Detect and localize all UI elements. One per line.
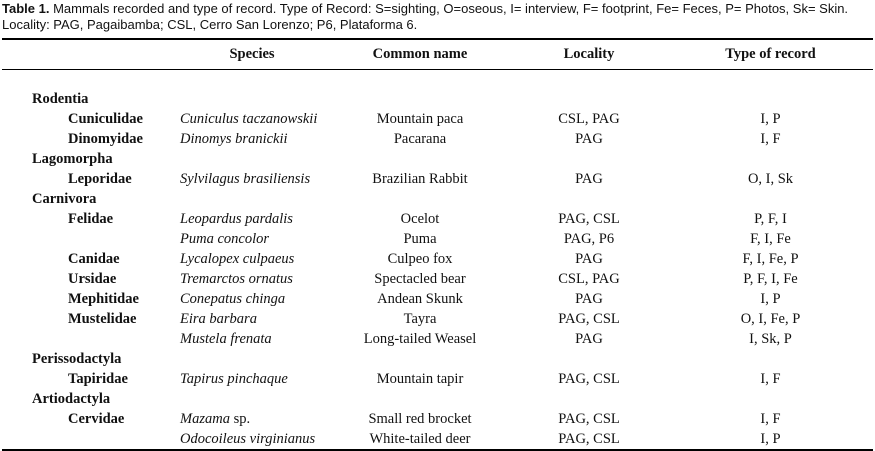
table-row xyxy=(2,309,873,329)
locality: PAG xyxy=(575,171,603,187)
locality: PAG, CSL xyxy=(558,371,620,387)
family-name: Cervidae xyxy=(68,411,125,427)
table-row xyxy=(2,249,873,269)
header-locality: Locality xyxy=(563,45,615,62)
type-of-record: O, I, Fe, P xyxy=(740,311,801,327)
common-name: Long-tailed Weasel xyxy=(363,331,477,347)
common-name: Spectacled bear xyxy=(374,271,466,287)
common-name: White-tailed deer xyxy=(369,431,471,447)
table-row xyxy=(2,269,873,289)
species-name: Tapirus pinchaque xyxy=(180,371,288,387)
mammals-table xyxy=(2,38,873,451)
locality: PAG xyxy=(575,331,603,347)
locality: PAG, CSL xyxy=(558,411,620,427)
order-name: Lagomorpha xyxy=(32,151,113,167)
table-header-row xyxy=(2,39,873,69)
header-common-name: Common name xyxy=(372,45,468,62)
family-name: Ursidae xyxy=(68,271,117,287)
order-name: Carnivora xyxy=(32,191,97,207)
order-name: Perissodactyla xyxy=(32,351,122,367)
family-name: Canidae xyxy=(68,251,120,267)
order-name: Rodentia xyxy=(32,91,89,107)
table-spacer xyxy=(2,69,873,89)
type-of-record: O, I, Sk xyxy=(747,171,794,187)
type-of-record: I, F xyxy=(760,131,781,147)
family-name: Dinomyidae xyxy=(68,131,143,147)
locality: PAG, CSL xyxy=(558,311,620,327)
table-row xyxy=(2,169,873,189)
species-genus: Mazama xyxy=(180,411,230,427)
family-name: Leporidae xyxy=(68,171,132,187)
common-name: Ocelot xyxy=(400,211,440,227)
species-name: Leopardus pardalis xyxy=(180,211,293,227)
table-row xyxy=(2,289,873,309)
species-name: Tremarctos ornatus xyxy=(180,271,293,287)
type-of-record: I, P xyxy=(760,291,781,307)
locality: CSL, PAG xyxy=(558,271,620,287)
type-of-record: I, P xyxy=(760,111,781,127)
table-row xyxy=(2,409,873,429)
type-of-record: F, I, Fe xyxy=(750,231,791,247)
species-name: Lycalopex culpaeus xyxy=(180,251,295,267)
header-type-of-record: Type of record xyxy=(725,45,816,62)
type-of-record: P, F, I, Fe xyxy=(743,271,798,287)
common-name: Brazilian Rabbit xyxy=(372,171,468,187)
table-row-order xyxy=(2,349,873,369)
locality: PAG xyxy=(575,291,603,307)
species-name: Cuniculus taczanowskii xyxy=(180,111,318,127)
locality: PAG, CSL xyxy=(558,211,620,227)
family-name xyxy=(2,229,174,249)
locality: PAG xyxy=(575,131,603,147)
family-name xyxy=(2,429,174,450)
table-row xyxy=(2,429,873,450)
locality: PAG, P6 xyxy=(563,231,615,247)
type-of-record: F, I, Fe, P xyxy=(742,251,799,267)
species-name: Sylvilagus brasiliensis xyxy=(180,171,311,187)
table-row xyxy=(2,109,873,129)
family-name: Mustelidae xyxy=(68,311,137,327)
common-name: Small red brocket xyxy=(368,411,472,427)
common-name: Puma xyxy=(403,231,437,247)
family-name: Mephitidae xyxy=(68,291,139,307)
family-name: Felidae xyxy=(68,211,114,227)
type-of-record: I, Sk, P xyxy=(749,331,792,347)
common-name: Mountain tapir xyxy=(376,371,464,387)
species-name: Puma concolor xyxy=(180,231,269,247)
table-row xyxy=(2,209,873,229)
caption-text: Mammals recorded and type of record. Type of Record: S=sighting, O=oseous, I= interview, F= footprint, Fe= Feces, P= Photos, Sk= Skin. Locality: PAG, Pagaibamba; CSL, Cerro San Lorenzo; P6, Plataforma 6. xyxy=(2,1,849,32)
family-name: Tapiridae xyxy=(68,371,128,387)
type-of-record: I, F xyxy=(760,371,781,387)
locality: PAG xyxy=(575,251,603,267)
type-of-record: P, F, I xyxy=(754,211,787,227)
common-name: Tayra xyxy=(403,311,437,327)
table-row xyxy=(2,129,873,149)
common-name: Mountain paca xyxy=(376,111,464,127)
common-name: Andean Skunk xyxy=(377,291,463,307)
type-of-record: I, P xyxy=(760,431,781,447)
locality: CSL, PAG xyxy=(558,111,620,127)
header-species: Species xyxy=(229,45,275,62)
table-row xyxy=(2,369,873,389)
type-of-record: I, F xyxy=(760,411,781,427)
common-name: Culpeo fox xyxy=(387,251,453,267)
table-row xyxy=(2,329,873,349)
table-row xyxy=(2,229,873,249)
table-row-order xyxy=(2,189,873,209)
header-group xyxy=(2,39,174,69)
table-row-order xyxy=(2,149,873,169)
species-name: Eira barbara xyxy=(180,311,257,327)
caption-label: Table 1. xyxy=(2,1,50,16)
family-name: Cuniculidae xyxy=(68,111,143,127)
species-name: Odocoileus virginianus xyxy=(180,431,316,447)
species-name: Dinomys branickii xyxy=(180,131,288,147)
table-row-order xyxy=(2,389,873,409)
family-name xyxy=(2,329,174,349)
species-name xyxy=(174,409,330,429)
locality: PAG, CSL xyxy=(558,431,620,447)
species-name: Conepatus chinga xyxy=(180,291,286,307)
table-row-order xyxy=(2,89,873,109)
table-caption xyxy=(2,1,872,33)
order-name: Artiodactyla xyxy=(32,391,111,407)
common-name: Pacarana xyxy=(393,131,447,147)
species-suffix: sp. xyxy=(229,411,251,427)
species-name: Mustela frenata xyxy=(180,331,272,347)
